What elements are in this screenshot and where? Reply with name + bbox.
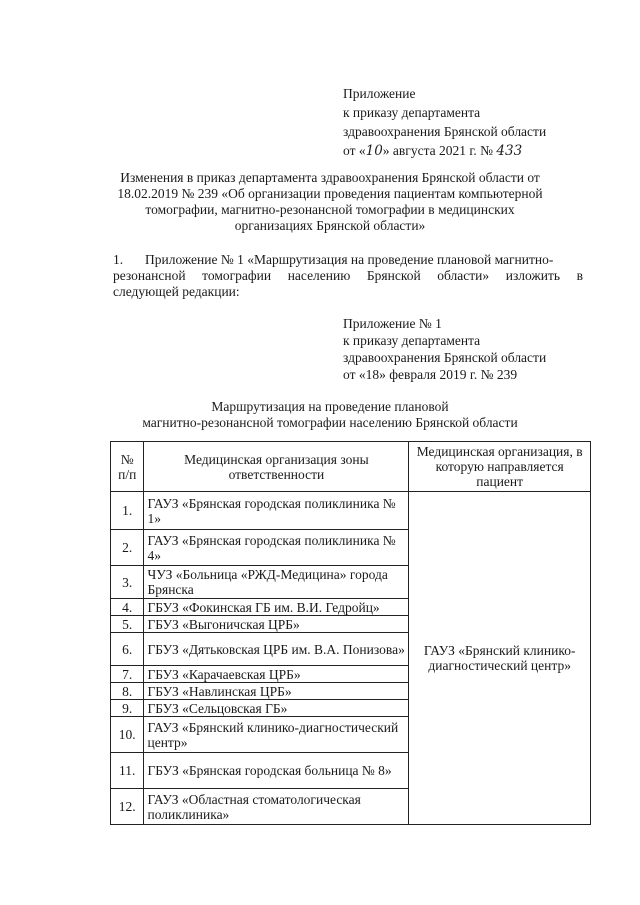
row-num: 11. xyxy=(111,753,144,789)
inner-appendix-order-ref: к приказу департамента xyxy=(343,333,481,348)
header-org: Медицинская организация зоны ответственности xyxy=(144,442,409,492)
row-org: ЧУЗ «Больница «РЖД-Медицина» города Брянска xyxy=(144,566,409,599)
changes-title-line-1: Изменения в приказ департамента здравоохранения Брянской области от xyxy=(120,170,540,185)
row-num: 8. xyxy=(111,683,144,700)
table-row xyxy=(111,492,591,530)
handwritten-order-number: 433 xyxy=(496,143,523,159)
row-num: 3. xyxy=(111,566,144,599)
row-num: 6. xyxy=(111,633,144,666)
date-prefix: от « xyxy=(343,143,366,158)
row-org: ГБУЗ «Фокинская ГБ им. В.И. Гедройц» xyxy=(144,599,409,616)
appendix-department: здравоохранения Брянской области xyxy=(343,124,547,139)
row-org: ГБУЗ «Дятьковская ЦРБ им. В.А. Понизова» xyxy=(144,633,409,666)
row-num: 9. xyxy=(111,700,144,717)
routing-table xyxy=(110,441,591,825)
row-num: 5. xyxy=(111,616,144,633)
row-num: 4. xyxy=(111,599,144,616)
row-num: 7. xyxy=(111,666,144,683)
header-num: № п/п xyxy=(111,442,144,492)
routing-title-line-1: Маршрутизация на проведение плановой xyxy=(211,399,449,414)
row-org: ГБУЗ «Брянская городская больница № 8» xyxy=(144,753,409,789)
row-org: ГАУЗ «Брянская городская поликлиника № 4» xyxy=(144,530,409,566)
row-org: ГАУЗ «Брянская городская поликлиника № 1» xyxy=(144,492,409,530)
row-num: 12. xyxy=(111,789,144,825)
inner-appendix-date: от «18» февраля 2019 г. № 239 xyxy=(343,367,518,382)
changes-title-line-2: 18.02.2019 № 239 «Об организации проведения пациентам компьютерной xyxy=(117,186,543,201)
table-header-row xyxy=(111,442,591,492)
changes-title-line-4: организациях Брянской области» xyxy=(234,218,426,233)
routing-title-line-2: магнитно-резонансной томографии населению Брянской области xyxy=(142,415,518,430)
row-org: ГБУЗ «Навлинская ЦРБ» xyxy=(144,683,409,700)
inner-appendix-department: здравоохранения Брянской области xyxy=(343,350,547,365)
item1-line-1: Приложение № 1 «Маршрутизация на проведение плановой магнитно- xyxy=(145,252,554,267)
item1-line-3: следующей редакции: xyxy=(113,284,240,299)
header-dest: Медицинская организация, в которую направляется пациент xyxy=(409,442,591,492)
appendix-date-line xyxy=(343,143,522,159)
row-num: 10. xyxy=(111,717,144,753)
appendix-order-ref: к приказу департамента xyxy=(343,105,481,120)
item-number: 1. xyxy=(113,252,124,267)
row-org: ГАУЗ «Областная стоматологическая поликлиника» xyxy=(144,789,409,825)
destination-cell: ГАУЗ «Брянский клинико-диагностический центр» xyxy=(409,492,591,825)
row-org: ГБУЗ «Выгоничская ЦРБ» xyxy=(144,616,409,633)
date-middle: » августа 2021 г. № xyxy=(382,143,494,158)
row-num: 2. xyxy=(111,530,144,566)
row-num: 1. xyxy=(111,492,144,530)
handwritten-day: 10 xyxy=(365,143,383,159)
row-org: ГБУЗ «Сельцовская ГБ» xyxy=(144,700,409,717)
item1-line-2: резонансной томографии населению Брянской области» изложить в xyxy=(113,268,583,283)
row-org: ГАУЗ «Брянский клинико-диагностический центр» xyxy=(144,717,409,753)
row-org: ГБУЗ «Карачаевская ЦРБ» xyxy=(144,666,409,683)
inner-appendix-title: Приложение № 1 xyxy=(343,316,442,331)
appendix-title: Приложение xyxy=(343,86,416,101)
changes-title-line-3: томографии, магнитно-резонансной томографии в медицинских xyxy=(145,202,515,217)
